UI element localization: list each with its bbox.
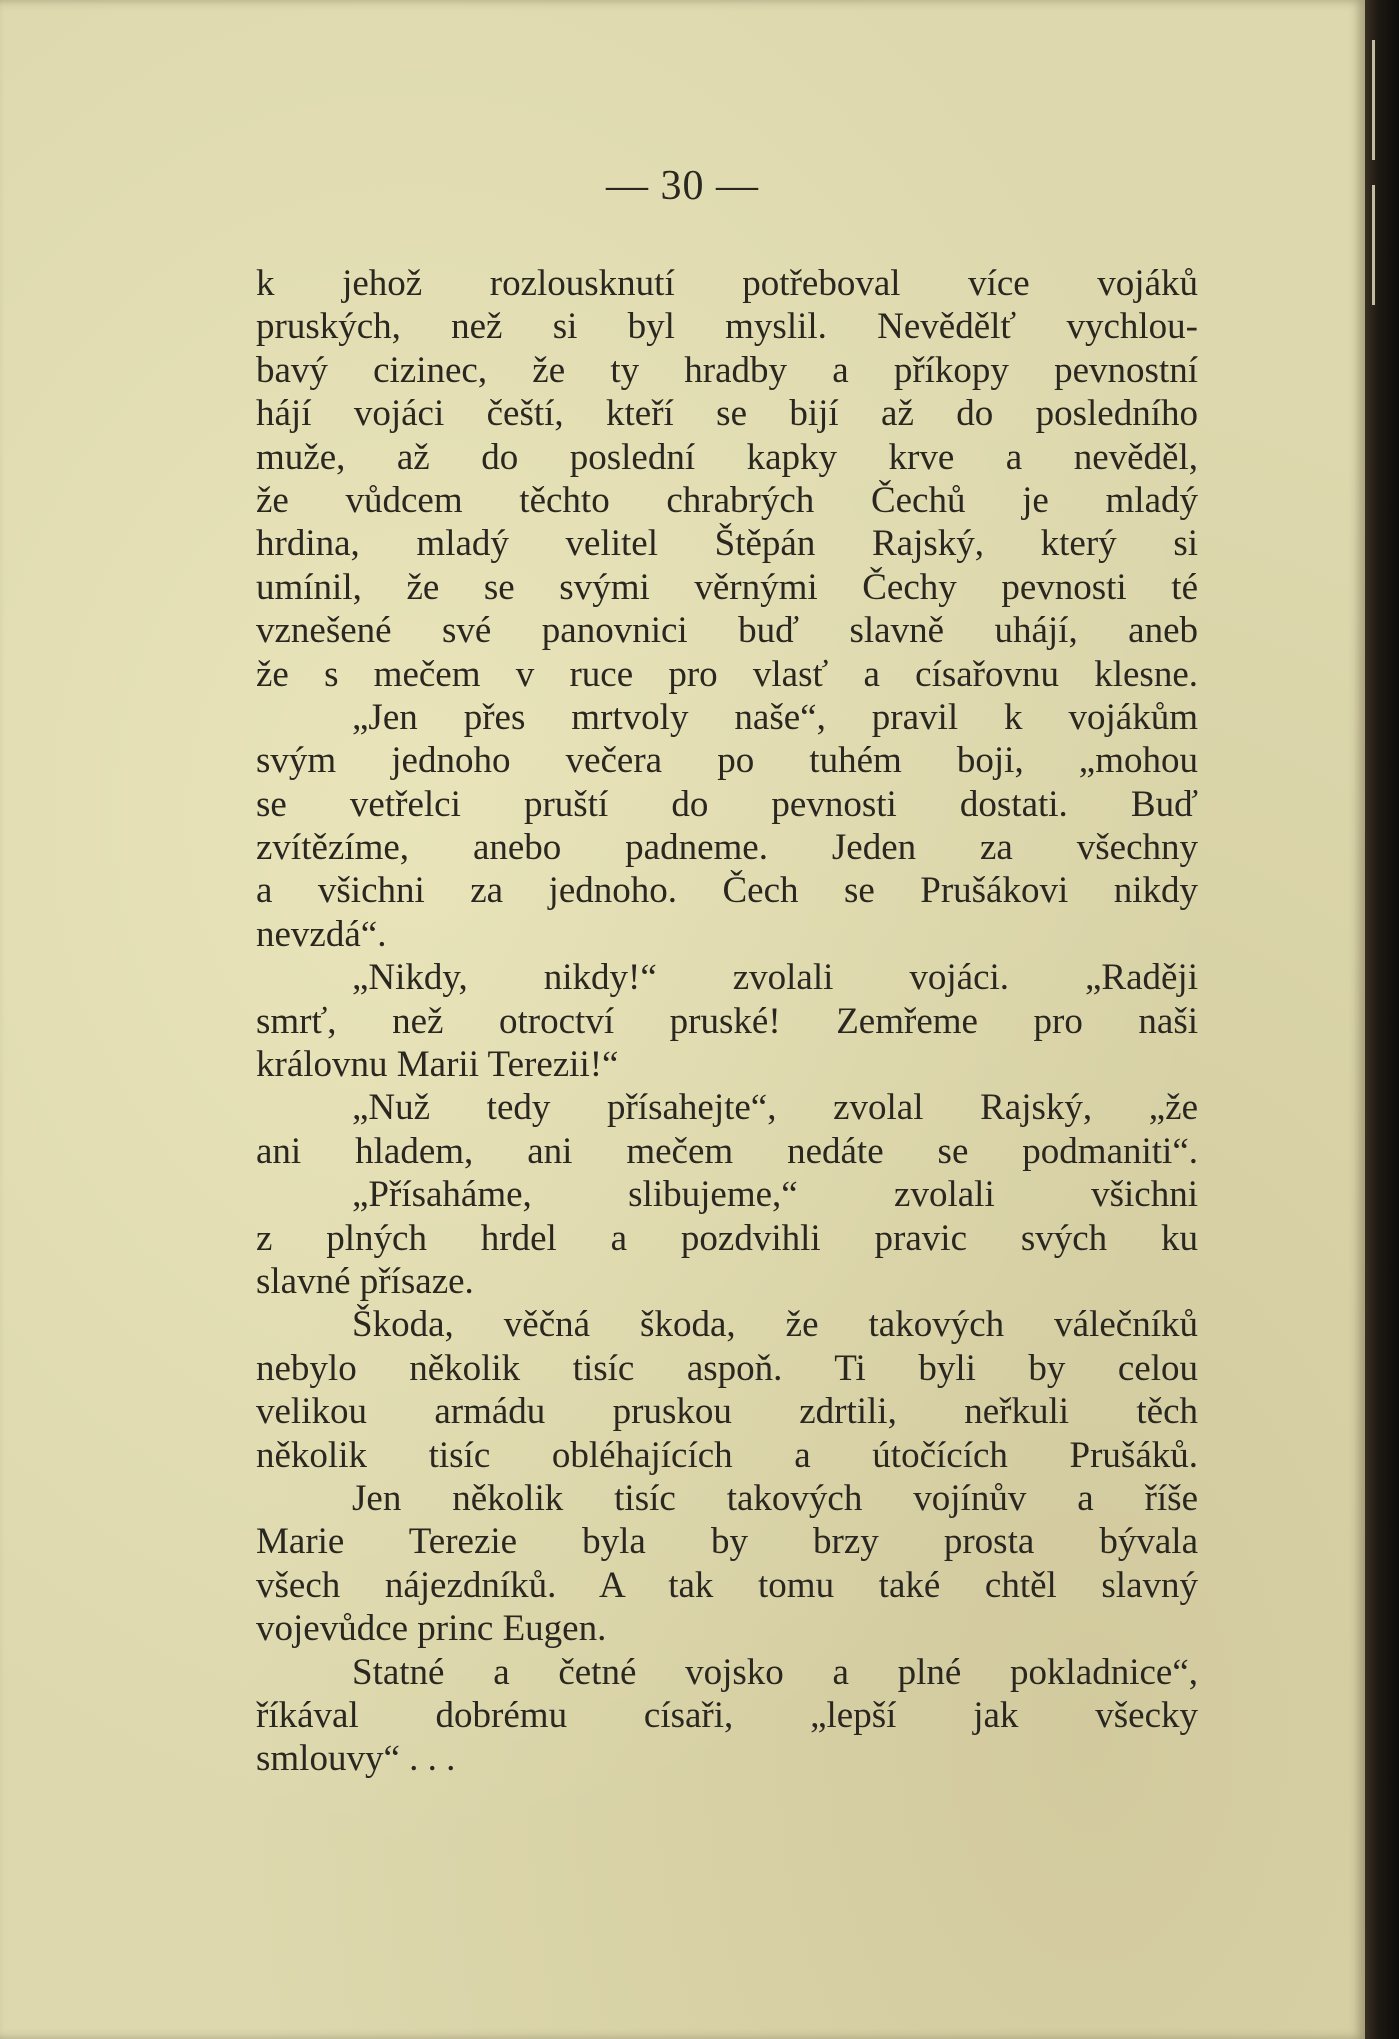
paragraph-start-line: „Jen přes mrtvoly naše“, pravil k vojákům	[352, 696, 1198, 738]
paragraph-start-line: „Přísaháme, slibujeme,“ zvolali všichni	[352, 1174, 1198, 1216]
text-line: z plných hrdel a pozdvihli pravic svých ku	[256, 1217, 1198, 1259]
text-line: smrť, než otroctví pruské! Zemřeme pro naši	[256, 1000, 1198, 1042]
text-line: několik tisíc obléhajících a útočících Prušáků.	[256, 1434, 1198, 1476]
text-line: hájí vojáci čeští, kteří se bijí až do posledního	[256, 393, 1198, 435]
paragraph-start-line: „Nuž tedy přísahejte“, zvolal Rajský, „že	[352, 1087, 1198, 1129]
text-line: hrdina, mladý velitel Štěpán Rajský, který si	[256, 523, 1198, 565]
text-line: svým jednoho večera po tuhém boji, „mohou	[256, 740, 1198, 782]
text-line: nebylo několik tisíc aspoň. Ti byli by celou	[256, 1347, 1198, 1389]
body-text	[256, 262, 1198, 1781]
text-line: nevzdá“.	[256, 913, 387, 955]
text-line: k jehož rozlousknutí potřeboval více vojáků	[256, 263, 1198, 304]
paragraph-start-line: Statné a četné vojsko a plné pokladnice“,	[352, 1651, 1198, 1693]
text-line: říkával dobrému císaři, „lepší jak všecky	[256, 1694, 1198, 1736]
text-line: zvítězíme, anebo padneme. Jeden za všechny	[256, 827, 1198, 869]
text-line: a všichni za jednoho. Čech se Prušákovi nikdy	[256, 870, 1198, 912]
edge-mark	[1372, 185, 1375, 305]
text-line: že s mečem v ruce pro vlasť a císařovnu klesne.	[256, 653, 1198, 695]
text-line: se vetřelci pruští do pevnosti dostati. Buď	[256, 783, 1198, 825]
text-line: pruských, než si byl myslil. Nevědělť vychlou-	[256, 306, 1198, 348]
text-line: slavné přísaze.	[256, 1260, 474, 1302]
text-line: královnu Marii Terezii!“	[256, 1044, 619, 1086]
text-line: ani hladem, ani mečem nedáte se podmaniti“.	[256, 1130, 1198, 1172]
text-line: Marie Terezie byla by brzy prosta bývala	[256, 1521, 1198, 1563]
page-edge-shadow	[1365, 0, 1399, 2039]
text-line: vojevůdce princ Eugen.	[256, 1608, 607, 1650]
page-number: — 30 —	[606, 163, 759, 209]
text-line: bavý cizinec, že ty hradby a příkopy pevnostní	[256, 349, 1198, 391]
text-line: všech nájezdníků. A tak tomu také chtěl slavný	[256, 1564, 1198, 1606]
text-line: muže, až do poslední kapky krve a nevěděl,	[256, 436, 1198, 478]
text-line: smlouvy“ . . .	[256, 1738, 456, 1780]
paragraph-start-line: Škoda, věčná škoda, že takových válečníků	[352, 1304, 1198, 1346]
edge-mark	[1372, 40, 1375, 160]
paragraph-start-line: „Nikdy, nikdy!“ zvolali vojáci. „Raději	[352, 957, 1198, 999]
text-line: velikou armádu pruskou zdrtili, neřkuli těch	[256, 1391, 1198, 1433]
text-line: umínil, že se svými věrnými Čechy pevnosti té	[256, 566, 1198, 608]
text-line: vznešené své panovnici buď slavně uhájí, aneb	[256, 610, 1198, 652]
text-line: že vůdcem těchto chrabrých Čechů je mladý	[256, 479, 1198, 521]
paragraph-start-line: Jen několik tisíc takových vojínův a říše	[352, 1477, 1198, 1519]
